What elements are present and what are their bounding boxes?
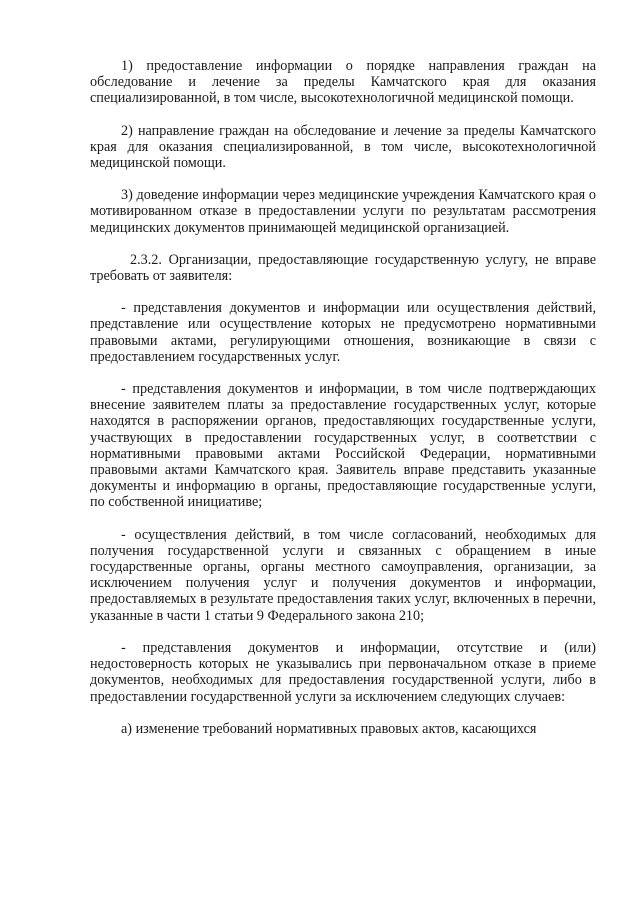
- paragraph-requirement-4: - представления документов и информации, отсутствие и (или) недостоверность которых не указывались при первоначальном отказе в приеме документов, необходимых для предоставления государственной услуги, либо в предоставлении государственной услуги за исключением следующих случаев:: [90, 639, 596, 705]
- paragraph-item-2: 2) направление граждан на обследование и лечение за пределы Камчатского края для оказания специализированной, в том числе, высокотехнологичной медицинской помощи.: [90, 122, 596, 172]
- paragraph-requirement-2: - представления документов и информации, в том числе подтверждающих внесение заявителем платы за предоставление государственных услуг, которые находятся в распоряжении органов, предоставляющих государственные услуги, участвующих в предоставлении государственных услуг, в соответствии с нормативными правовыми актами Российской Федерации, нормативными правовыми актами Камчатского края. Заявитель вправе представить указанные документы и информацию в органы, предоставляющие государственные услуги, по собственной инициативе;: [90, 381, 596, 511]
- paragraph-section-2-3-2: 2.3.2. Организации, предоставляющие государственную услугу, не вправе требовать от заявителя:: [90, 251, 596, 285]
- paragraph-requirement-1: - представления документов и информации или осуществления действий, представление или осуществление которых не предусмотрено нормативными правовыми актами, регулирующими отношения, возникающие в связи с предоставлением государственных услуг.: [90, 300, 596, 365]
- paragraph-case-a: а) изменение требований нормативных правовых актов, касающихся: [121, 720, 537, 737]
- document-body: [90, 58, 596, 737]
- paragraph-item-1: 1) предоставление информации о порядке направления граждан на обследование и лечение за пределы Камчатского края для оказания специализированной, в том числе, высокотехнологичной медицинской помощи.: [90, 58, 596, 107]
- paragraph-requirement-3: - осуществления действий, в том числе согласований, необходимых для получения государственной услуги и связанных с обращением в иные государственные органы, органы местного самоуправления, организации, за исключением получения услуг и получения документов и информации, предоставляемых в результате предоставления таких услуг, включенных в перечни, указанные в части 1 статьи 9 Федерального закона 210;: [90, 526, 596, 624]
- paragraph-item-3: 3) доведение информации через медицинские учреждения Камчатского края о мотивированном отказе в предоставлении услуги по результатам рассмотрения медицинских документов принимающей медицинской организацией.: [90, 187, 596, 236]
